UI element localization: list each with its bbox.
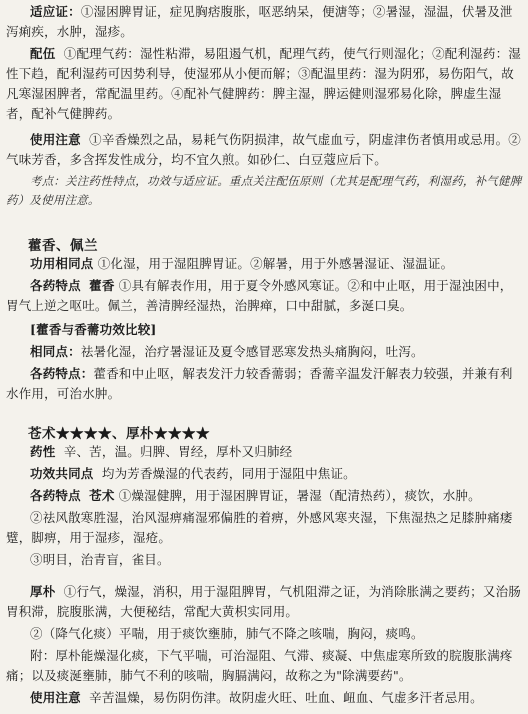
section-title-cangzhu: 苍术★★★★、厚朴★★★★: [28, 426, 210, 442]
houpo-paragraph-3: 附：厚朴能燥湿化痰，下气平喘，可治湿阻、气滞、痰凝、中焦虚寒所致的脘腹胀满疼痛；以及痰涎壅肺，肺气不利的咳喘，胸膈满闷，故称之为"除满要药"。: [6, 648, 513, 683]
each-text: 藿香和中止呕，解表发汗力较香薷弱；香薷辛温发汗解表力较强，并兼有利水作用，可治水肿。: [6, 366, 513, 401]
houpo-paragraph-1: [6, 582, 522, 622]
caution-paragraph: [6, 130, 522, 170]
pairing-paragraph: [6, 44, 522, 124]
diff-text: ①具有解表作用，用于夏令外感风寒证。②和中止呕，用于湿浊困中，胃气上逆之呕吐。佩兰，善清脾经湿热，治脾瘅，口中甜腻，多涎口臭。: [6, 278, 513, 313]
common-text: ①化湿，用于湿阻脾胃证。②解暑，用于外感暑湿证、湿温证。: [97, 256, 454, 271]
caution-text: ①辛香燥烈之品，易耗气伤阴损津，故气虚血亏，阴虚津伤者慎用或忌用。②气味芳香，多含挥发性成分，均不宜久煎。如砂仁、白豆蔻应后下。: [6, 132, 521, 167]
houpo-text-1: ①行气，燥湿，消积，用于湿阻脾胃，气机阻滞之证，为消除胀满之要药；又治肠胃积滞，脘腹胀满，大便秘结，常配大黄枳实同用。: [6, 584, 521, 619]
pairing-text: ①配理气药：湿性粘滞，易阻遏气机，配理气药，使气行则湿化；②配利湿药：湿性下趋，配利湿药可因势利导，使湿邪从小便而解；③配温里药：湿为阴邪，易伤阳气，故凡寒湿困脾者，常配温里药。④配补气健脾药：脾主湿，脾运健则湿邪易化除，脾虚生湿者，配补气健脾药。: [6, 46, 521, 121]
each-label: 各药特点：: [30, 366, 94, 381]
compare-each: [6, 364, 522, 404]
huoxiang-common: [6, 254, 522, 274]
cangzhu-prop: [6, 442, 522, 462]
common-label: 功用相同点: [30, 256, 94, 271]
pairing-label: 配伍: [30, 46, 56, 61]
exam-note: 考点：关注药性特点，功效与适应证。重点关注配伍原则（尤其是配理气药，利湿药，补气健脾药）及使用注意。: [6, 174, 522, 207]
houpo-paragraph-2: ②（降气化痰）平喘，用于痰饮壅肺，肺气不降之咳喘，胸闷，痰鸣。: [30, 626, 424, 641]
houpo-caution-text: 辛苦温燥，易伤阴伤津。故阴虚火旺、吐血、衄血、气虚多汗者忌用。: [89, 690, 483, 705]
caution-label: 使用注意: [30, 132, 81, 147]
same-label: 相同点：: [30, 344, 81, 359]
houpo-caution-label: 使用注意: [30, 690, 81, 705]
compare-title: [藿香与香薷功效比较]: [30, 322, 157, 337]
diff-label: 各药特点: [30, 278, 81, 293]
indication-label: 适应证：: [30, 4, 81, 19]
indication-text: ①湿困脾胃证，症见胸痞腹胀，呕恶纳呆，便溏等；②暑湿，湿温，伏暑及泄泻痢疾，水肿，湿疹。: [6, 4, 513, 39]
huoxiang-diff: [6, 276, 522, 316]
prop-text: 辛、苦，温。归脾、胃经，厚朴又归肺经: [63, 444, 293, 459]
cangzhu-feat-3: ③明目，治青盲，雀目。: [30, 552, 170, 567]
section-title-huoxiang: 藿香、佩兰: [28, 238, 98, 254]
feat-label: 各药特点: [30, 488, 81, 503]
feat-name: 苍术: [89, 488, 115, 503]
same-text: 祛暑化湿，治疗暑湿证及夏令感冒恶寒发热头痛胸闷，吐泻。: [80, 344, 424, 359]
compare-same: [6, 342, 522, 362]
houpo-name: 厚朴: [30, 584, 56, 599]
feat-text: ①燥湿健脾，用于湿困脾胃证，暑湿（配清热药），痰饮，水肿。: [118, 488, 481, 503]
diff-name: 藿香: [89, 278, 115, 293]
indication-paragraph: [6, 2, 522, 42]
func-label: 功效共同点: [30, 466, 94, 481]
cangzhu-feat-2: ②祛风散寒胜湿，治风湿痹痛湿邪偏胜的着痹，外感风寒夹湿，下焦湿热之足膝肿痛痿躄，脚痹，用于湿疹，湿疮。: [6, 510, 513, 545]
prop-label: 药性: [30, 444, 56, 459]
cangzhu-feat: [6, 486, 522, 506]
func-text: 均为芳香燥湿的代表药，同用于湿阻中焦证。: [101, 466, 356, 481]
cangzhu-func: [6, 464, 522, 484]
houpo-caution: [6, 688, 522, 708]
